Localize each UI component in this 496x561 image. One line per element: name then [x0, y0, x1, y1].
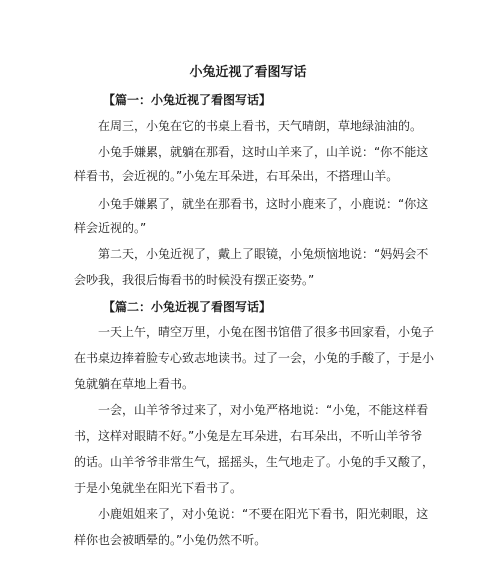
paragraph-line: 会吵我，我很后悔看书的时候没有摆正姿势。”: [74, 273, 315, 287]
paragraph-line: 样看书，会近视的。”小兔左耳朵进，右耳朵出，不搭理山羊。: [74, 169, 399, 183]
paragraph-line: 一天上午，晴空万里，小兔在图书馆借了很多书回家看，小兔子: [98, 325, 435, 339]
paragraph-line: 的话。山羊爷爷非常生气，摇摇头，生气地走了。小兔的手又酸了，: [74, 455, 435, 469]
paragraph-line: 小兔手嫌累了，就坐在那看书，这时小鹿来了，小鹿说：“你这: [98, 197, 429, 211]
paragraph-line: 在书桌边捧着脸专心致志地读书。过了一会，小兔的手酸了，于是小: [74, 351, 435, 365]
paragraph-line: 一会，山羊爷爷过来了，对小兔严格地说：“小兔，不能这样看: [98, 403, 429, 417]
paragraph-line: 样会近视的。”: [74, 221, 147, 235]
paragraph-line: 兔就躺在草地上看书。: [74, 377, 195, 391]
paragraph-line: 小鹿姐姐来了，对小兔说：“不要在阳光下看书，阳光刺眼，这: [98, 507, 429, 521]
paragraph-line: 书，这样对眼睛不好。”小兔是左耳朵进，右耳朵出，不听山羊爷爷: [74, 429, 423, 443]
section-heading-2: 【篇二：小兔近视了看图写话】: [103, 300, 272, 314]
document-title: 小兔近视了看图写话: [189, 65, 307, 80]
paragraph-line: 在周三，小兔在它的书桌上看书，天气晴朗，草地绿油油的。: [98, 119, 423, 133]
paragraph-line: 样你也会被晒晕的。”小兔仍然不听。: [74, 533, 267, 547]
paragraph-line: 于是小兔就坐在阳光下看书了。: [74, 481, 243, 495]
section-heading-1: 【篇一：小兔近视了看图写话】: [103, 93, 272, 107]
paragraph-line: 第二天，小兔近视了，戴上了眼镜，小兔烦恼地说：“妈妈会不: [98, 247, 429, 261]
paragraph-line: 小兔手嫌累，就躺在那看，这时山羊来了，山羊说：“你不能这: [98, 145, 429, 159]
